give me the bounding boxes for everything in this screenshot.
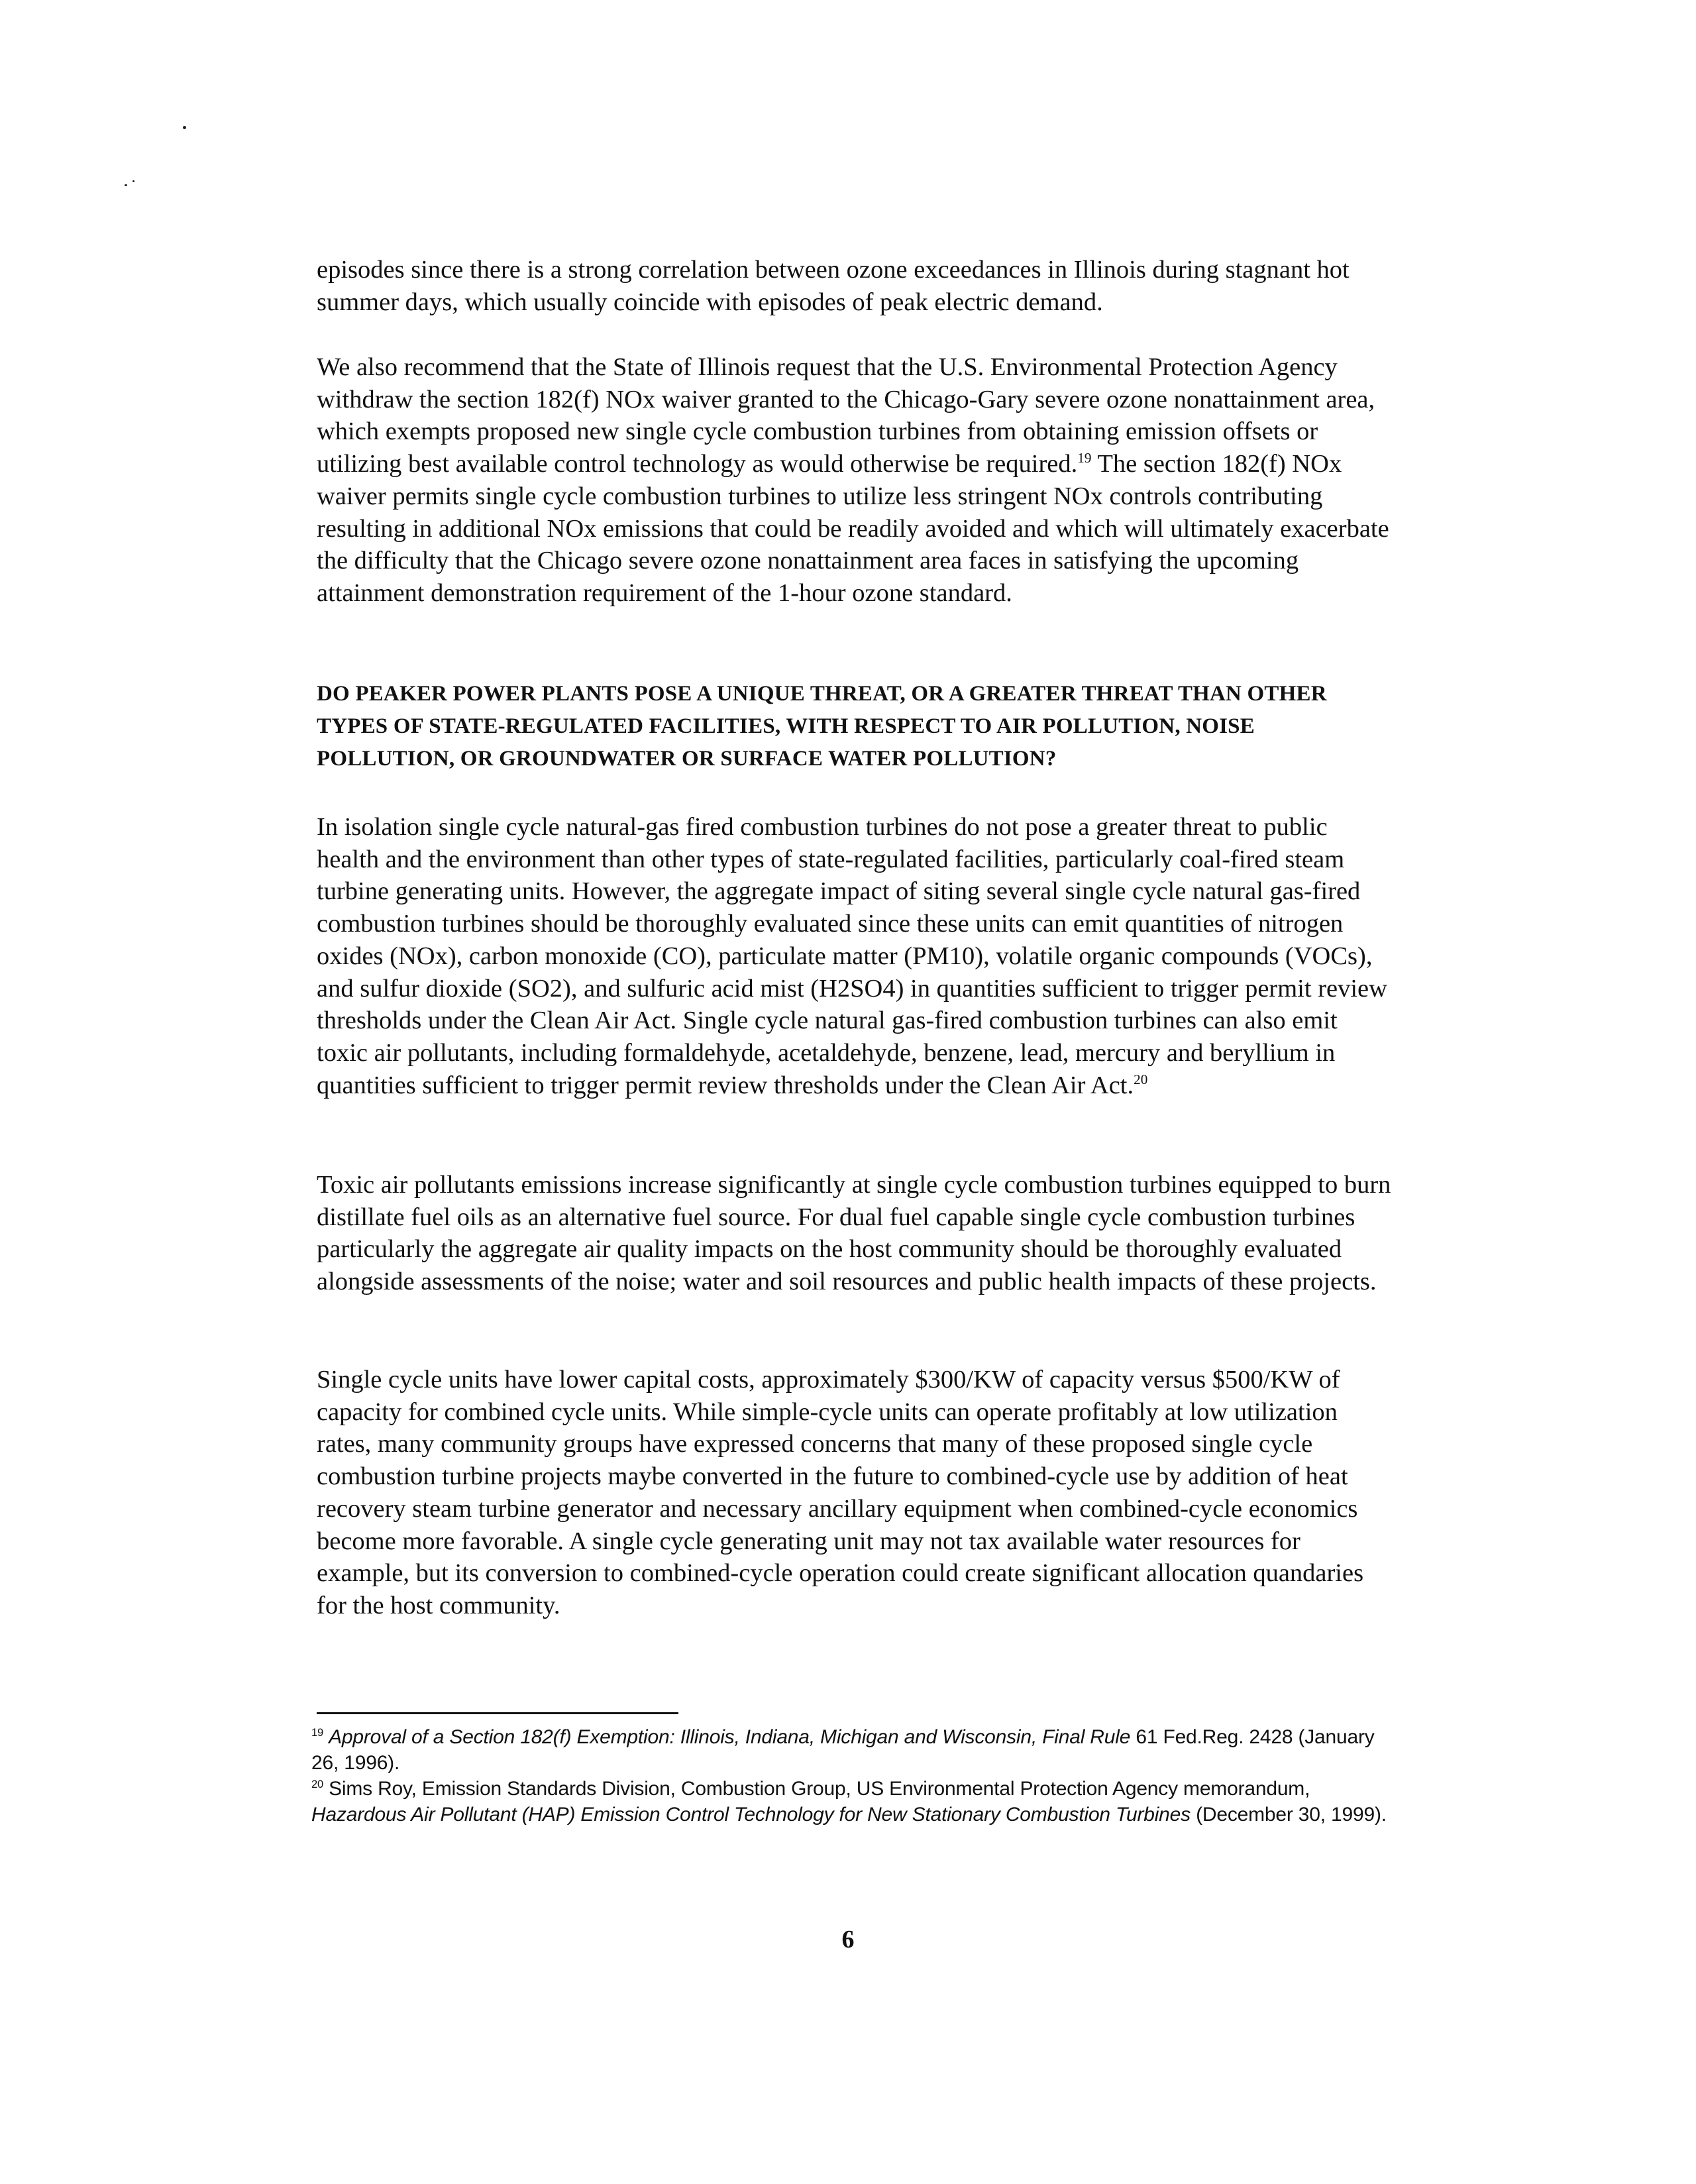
footnote-number: 20 <box>311 1778 323 1790</box>
footnote-number: 19 <box>311 1727 323 1739</box>
paragraph-text-part: The section 182(f) NOx waiver permits single cycle combustion turbines to utilize less stringent NOx controls contributing resulting in additional NOx emissions that could be readily avoided and which will ultimately exacerbate the difficulty that the Chicago severe ozone nonattainment area faces in satisfying the upcoming attainment demonstration requirement of the 1-hour ozone standard. <box>317 450 1389 607</box>
footnote-ref-19: 19 <box>1077 450 1092 466</box>
paragraph-text: Single cycle units have lower capital costs, approximately $300/KW of capacity versus $500/KW of capacity for combined cycle units. While simple-cycle units can operate profitably at low utilization rates, many community groups have expressed concerns that many of these proposed single cycle combustion turbine projects maybe converted in the future to combined-cycle use by addition of heat recovery steam turbine generator and necessary ancillary equipment when combined-cycle economics become more favorable. A single cycle generating unit may not tax available water resources for example, but its conversion to combined-cycle operation could create significant allocation quandaries for the host community. <box>317 1366 1364 1619</box>
paragraph-capital-costs <box>317 1364 1393 1622</box>
footnote-19 <box>311 1724 1398 1776</box>
scan-speck <box>183 126 186 129</box>
paragraph-isolation-threat <box>317 811 1393 1101</box>
footnote-title: Hazardous Air Pollutant (HAP) Emission Control Technology for New Stationary Combustion Turbines <box>311 1804 1191 1826</box>
paragraph-text: episodes since there is a strong correlation between ozone exceedances in Illinois during stagnant hot summer days, which usually coincide with episodes of peak electric demand. <box>317 256 1350 316</box>
footnote-text: 61 Fed.Reg. 2428 (January 26, 1996). <box>311 1726 1375 1774</box>
paragraph-text <box>317 351 1393 610</box>
page-number: 6 <box>841 1926 855 1953</box>
paragraph-text-part: In isolation single cycle natural-gas fired combustion turbines do not pose a greater threat to public health and the environment than other types of state-regulated facilities, particularly coal-fired steam turbine generating units. However, the aggregate impact of siting several single cycle natural gas-fired combustion turbines should be thoroughly evaluated since these units can emit quantities of nitrogen oxides (NOx), carbon monoxide (CO), particulate matter (PM10), volatile organic compounds (VOCs), and sulfur dioxide (SO2), and sulfuric acid mist (H2SO4) in quantities sufficient to trigger permit review thresholds under the Clean Air Act. Single cycle natural gas-fired combustion turbines can also emit toxic air pollutants, including formaldehyde, acetaldehyde, benzene, lead, mercury and beryllium in quantities sufficient to trigger permit review thresholds under the Clean Air Act. <box>317 813 1387 1099</box>
paragraph-toxic-pollutants <box>317 1169 1393 1298</box>
footnote-divider <box>317 1712 678 1714</box>
footnote-20 <box>311 1776 1398 1828</box>
footnote-title: Approval of a Section 182(f) Exemption: Illinois, Indiana, Michigan and Wisconsin, Final Rule <box>329 1726 1131 1748</box>
paragraph-text <box>317 811 1393 1101</box>
footnotes <box>311 1724 1398 1828</box>
footnote-ref-20: 20 <box>1134 1071 1148 1087</box>
paragraph-text: Toxic air pollutants emissions increase significantly at single cycle combustion turbines equipped to burn distillate fuel oils as an alternative fuel source. For dual fuel capable single cycle combustion turbines particularly the aggregate air quality impacts on the host community should be thoroughly evaluated alongside assessments of the noise; water and soil resources and public health impacts of these projects. <box>317 1171 1391 1296</box>
footnote-text: Sims Roy, Emission Standards Division, Combustion Group, US Environmental Protection Agency memorandum, <box>323 1778 1310 1800</box>
scan-speck <box>132 180 134 182</box>
scan-speck <box>125 184 127 186</box>
paragraph-text-part: We also recommend that the State of Illinois request that the U.S. Environmental Protection Agency withdraw the section 182(f) NOx waiver granted to the Chicago-Gary severe ozone nonattainment area, which exempts proposed new single cycle combustion turbines from obtaining emission offsets or utilizing best available control technology as would otherwise be required. <box>317 353 1375 478</box>
footnote-text: (December 30, 1999). <box>1190 1804 1387 1826</box>
paragraph-ozone-episodes <box>317 254 1393 318</box>
section-heading: DO PEAKER POWER PLANTS POSE A UNIQUE THREAT, OR A GREATER THREAT THAN OTHER TYPES OF STATE-REGULATED FACILITIES, WITH RESPECT TO AIR POLLUTION, NOISE POLLUTION, OR GROUNDWATER OR SURFACE WATER POLLUTION? <box>317 682 1327 771</box>
paragraph-nox-waiver <box>317 351 1393 610</box>
